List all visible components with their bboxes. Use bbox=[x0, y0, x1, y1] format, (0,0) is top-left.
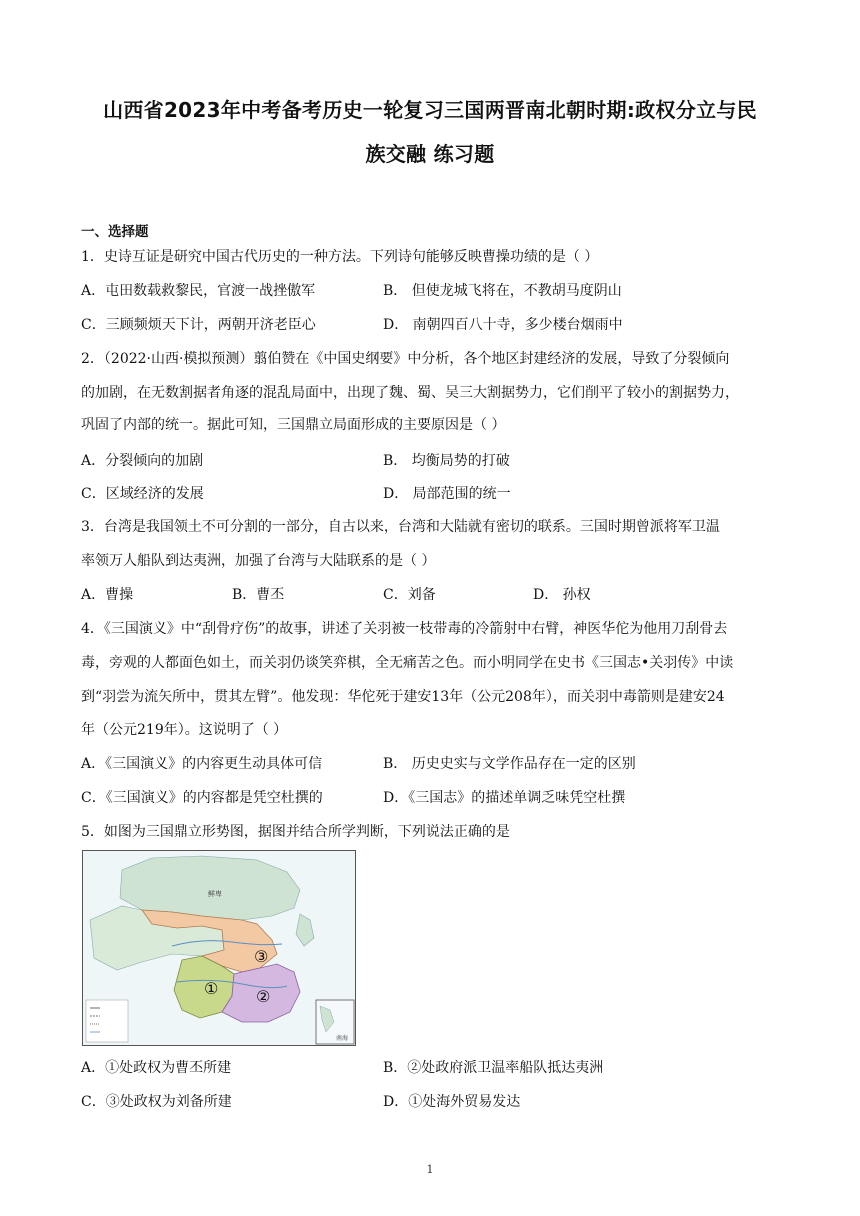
map-label-nanhai: 南海 bbox=[336, 1035, 349, 1042]
q3-option-b[interactable]: B．曹丕 bbox=[232, 587, 285, 603]
map-label-3: ③ bbox=[254, 947, 269, 966]
q3-option-d[interactable]: D． 孙权 bbox=[533, 587, 591, 603]
q5-option-a[interactable]: A．①处政权为曹丕所建 bbox=[81, 1060, 232, 1076]
q1-stem: 1．史诗互证是研究中国古代历史的一种方法。下列诗句能够反映曹操功绩的是（ ） bbox=[81, 249, 599, 265]
q2-option-b[interactable]: B． 均衡局势的打破 bbox=[383, 453, 510, 469]
q1-option-d[interactable]: D． 南朝四百八十寺，多少楼台烟雨中 bbox=[383, 317, 623, 333]
q4-stem-line2: 毒，旁观的人都面色如土，而关羽仍谈笑弈棋，全无痛苦之色。而小明同学在史书《三国志•关羽传》中读 bbox=[81, 655, 734, 671]
document-title-line1: 山西省2023年中考备考历史一轮复习三国两晋南北朝时期:政权分立与民 bbox=[103, 98, 757, 122]
q5-option-c[interactable]: C．③处政权为刘备所建 bbox=[81, 1094, 232, 1110]
q5-option-b[interactable]: B．②处政府派卫温率船队抵达夷洲 bbox=[383, 1060, 604, 1076]
document-title-line2: 族交融 练习题 bbox=[365, 142, 495, 166]
q3-option-a[interactable]: A．曹操 bbox=[81, 587, 134, 603]
q5-stem: 5．如图为三国鼎立形势图，据图并结合所学判断，下列说法正确的是 bbox=[81, 824, 510, 840]
map-label-2: ② bbox=[256, 987, 271, 1006]
q5-option-d[interactable]: D．①处海外贸易发达 bbox=[383, 1094, 521, 1110]
map-label-xianbei: 鲜卑 bbox=[208, 890, 222, 898]
q1-option-c[interactable]: C．三顾频烦天下计，两朝开济老臣心 bbox=[81, 317, 316, 333]
q1-option-a[interactable]: A．屯田数载救黎民，官渡一战挫傲军 bbox=[81, 283, 316, 299]
q3-stem-line1: 3．台湾是我国领土不可分割的一部分，自古以来，台湾和大陆就有密切的联系。三国时期曾派将军卫温 bbox=[81, 519, 720, 535]
q4-option-c[interactable]: C．《三国演义》的内容都是凭空杜撰的 bbox=[81, 790, 323, 806]
q2-option-d[interactable]: D． 局部范围的统一 bbox=[383, 486, 511, 502]
q1-option-b[interactable]: B． 但使龙城飞将在，不教胡马度阴山 bbox=[383, 283, 622, 299]
q3-option-c[interactable]: C．刘备 bbox=[383, 587, 436, 603]
q4-option-b[interactable]: B． 历史史实与文学作品存在一定的区别 bbox=[383, 756, 636, 772]
q4-option-d[interactable]: D．《三国志》的描述单调乏味凭空杜撰 bbox=[383, 790, 626, 806]
q2-option-a[interactable]: A．分裂倾向的加剧 bbox=[81, 453, 204, 469]
section-heading: 一、选择题 bbox=[81, 224, 149, 240]
q2-stem-line3: 巩固了内部的统一。据此可知，三国鼎立局面形成的主要原因是（ ） bbox=[81, 417, 506, 433]
q4-option-a[interactable]: A．《三国演义》的内容更生动具体可信 bbox=[81, 756, 323, 772]
q2-option-c[interactable]: C．区域经济的发展 bbox=[81, 486, 204, 502]
map-label-1: ① bbox=[204, 979, 219, 998]
page-number: 1 bbox=[426, 1163, 434, 1176]
q3-stem-line2: 率领万人船队到达夷洲，加强了台湾与大陆联系的是（ ） bbox=[81, 553, 436, 569]
q4-stem-line3: 到“羽尝为流矢所中，贯其左臂”。他发现：华佗死于建安13年（公元208年），而关羽中毒箭则是建安24 bbox=[81, 689, 725, 705]
three-kingdoms-map bbox=[82, 850, 356, 1046]
q4-stem-line4: 年（公元219年）。这说明了（ ） bbox=[81, 722, 288, 738]
q4-stem-line1: 4．《三国演义》中“刮骨疗伤”的故事，讲述了关羽被一枝带毒的冷箭射中右臂，神医华佗为他用刀刮骨去 bbox=[81, 621, 728, 637]
q2-stem-line2: 的加剧，在无数割据者角逐的混乱局面中，出现了魏、蜀、吴三大割据势力，它们削平了较小的割据势力， bbox=[81, 385, 739, 401]
q2-stem-line1: 2．（2022·山西·模拟预测）翦伯赞在《中国史纲要》中分析，各个地区封建经济的发展，导致了分裂倾向 bbox=[81, 351, 730, 367]
